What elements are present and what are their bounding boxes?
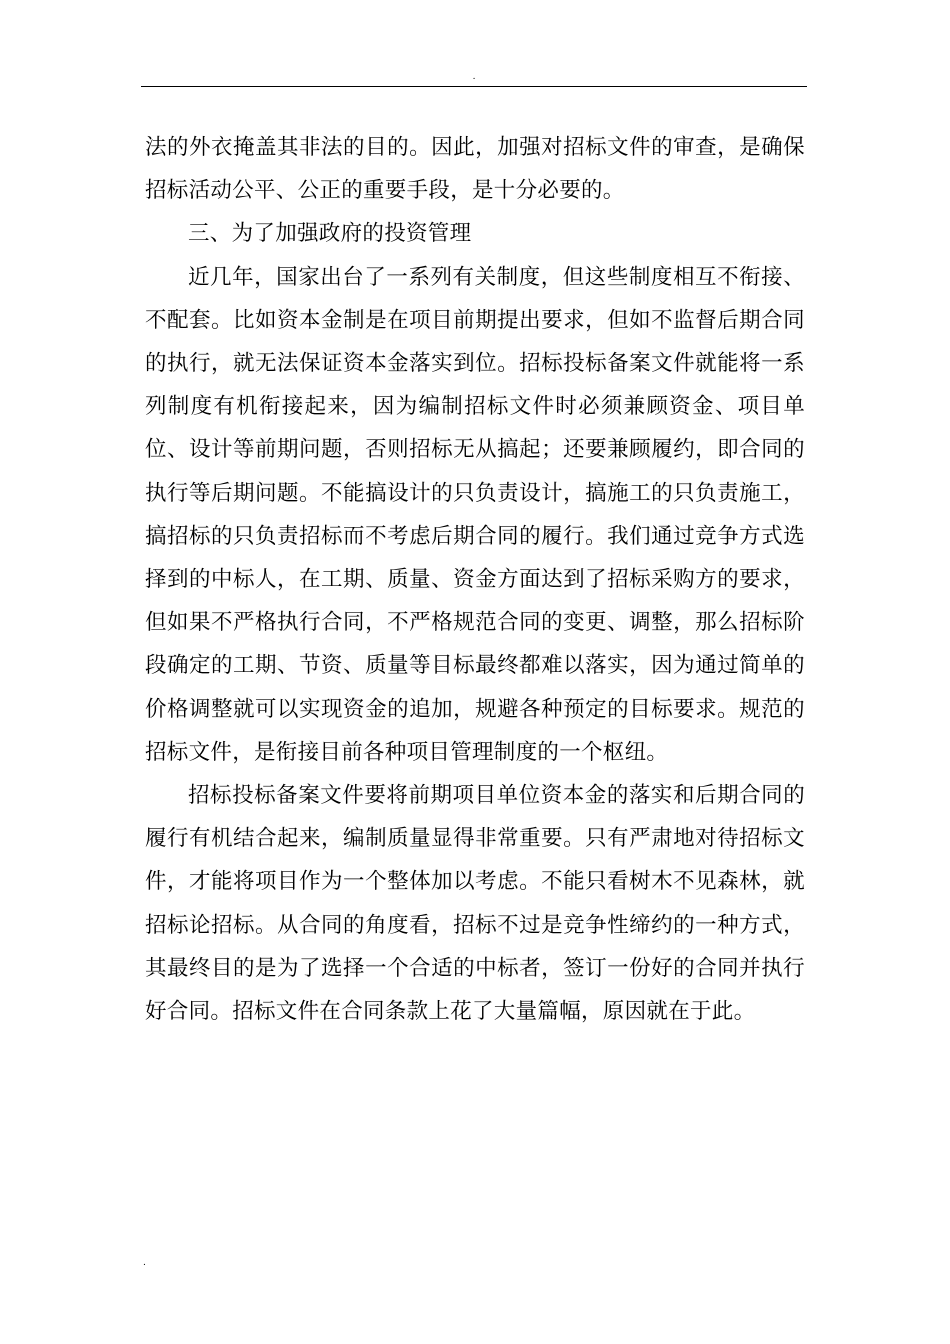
footer-mark: . (143, 1258, 146, 1268)
document-body (145, 126, 805, 1033)
paragraph-continuation: 法的外衣掩盖其非法的目的。因此，加强对招标文件的审查，是确保招标活动公平、公正的重要手段，是十分必要的。 (145, 135, 805, 204)
header-rule (141, 86, 807, 87)
section-heading: 三、为了加强政府的投资管理 (188, 221, 472, 247)
paragraph-body: 招标投标备案文件要将前期项目单位资本金的落实和后期合同的履行有机结合起来，编制质量显得非常重要。只有严肃地对待招标文件，才能将项目作为一个整体加以考虑。不能只看树木不见森林，就招标论招标。从合同的角度看，招标不过是竞争性缔约的一种方式，其最终目的是为了选择一个合适的中标者，签订一份好的合同并执行好合同。招标文件在合同条款上花了大量篇幅，原因就在于此。 (145, 783, 805, 1025)
paragraph-body: 近几年，国家出台了一系列有关制度，但这些制度相互不衔接、不配套。比如资本金制是在项目前期提出要求，但如不监督后期合同的执行，就无法保证资本金落实到位。招标投标备案文件就能将一系列制度有机衔接起来，因为编制招标文件时必须兼顾资金、项目单位、设计等前期问题，否则招标无从搞起；还要兼顾履约，即合同的执行等后期问题。不能搞设计的只负责设计，搞施工的只负责施工，搞招标的只负责招标而不考虑后期合同的履行。我们通过竞争方式选择到的中标人，在工期、质量、资金方面达到了招标采购方的要求，但如果不严格执行合同，不严格规范合同的变更、调整，那么招标阶段确定的工期、节资、质量等目标最终都难以落实，因为通过简单的价格调整就可以实现资金的追加，规避各种预定的目标要求。规范的招标文件，是衔接目前各种项目管理制度的一个枢纽。 (145, 264, 805, 765)
header-mark: . (472, 72, 476, 82)
